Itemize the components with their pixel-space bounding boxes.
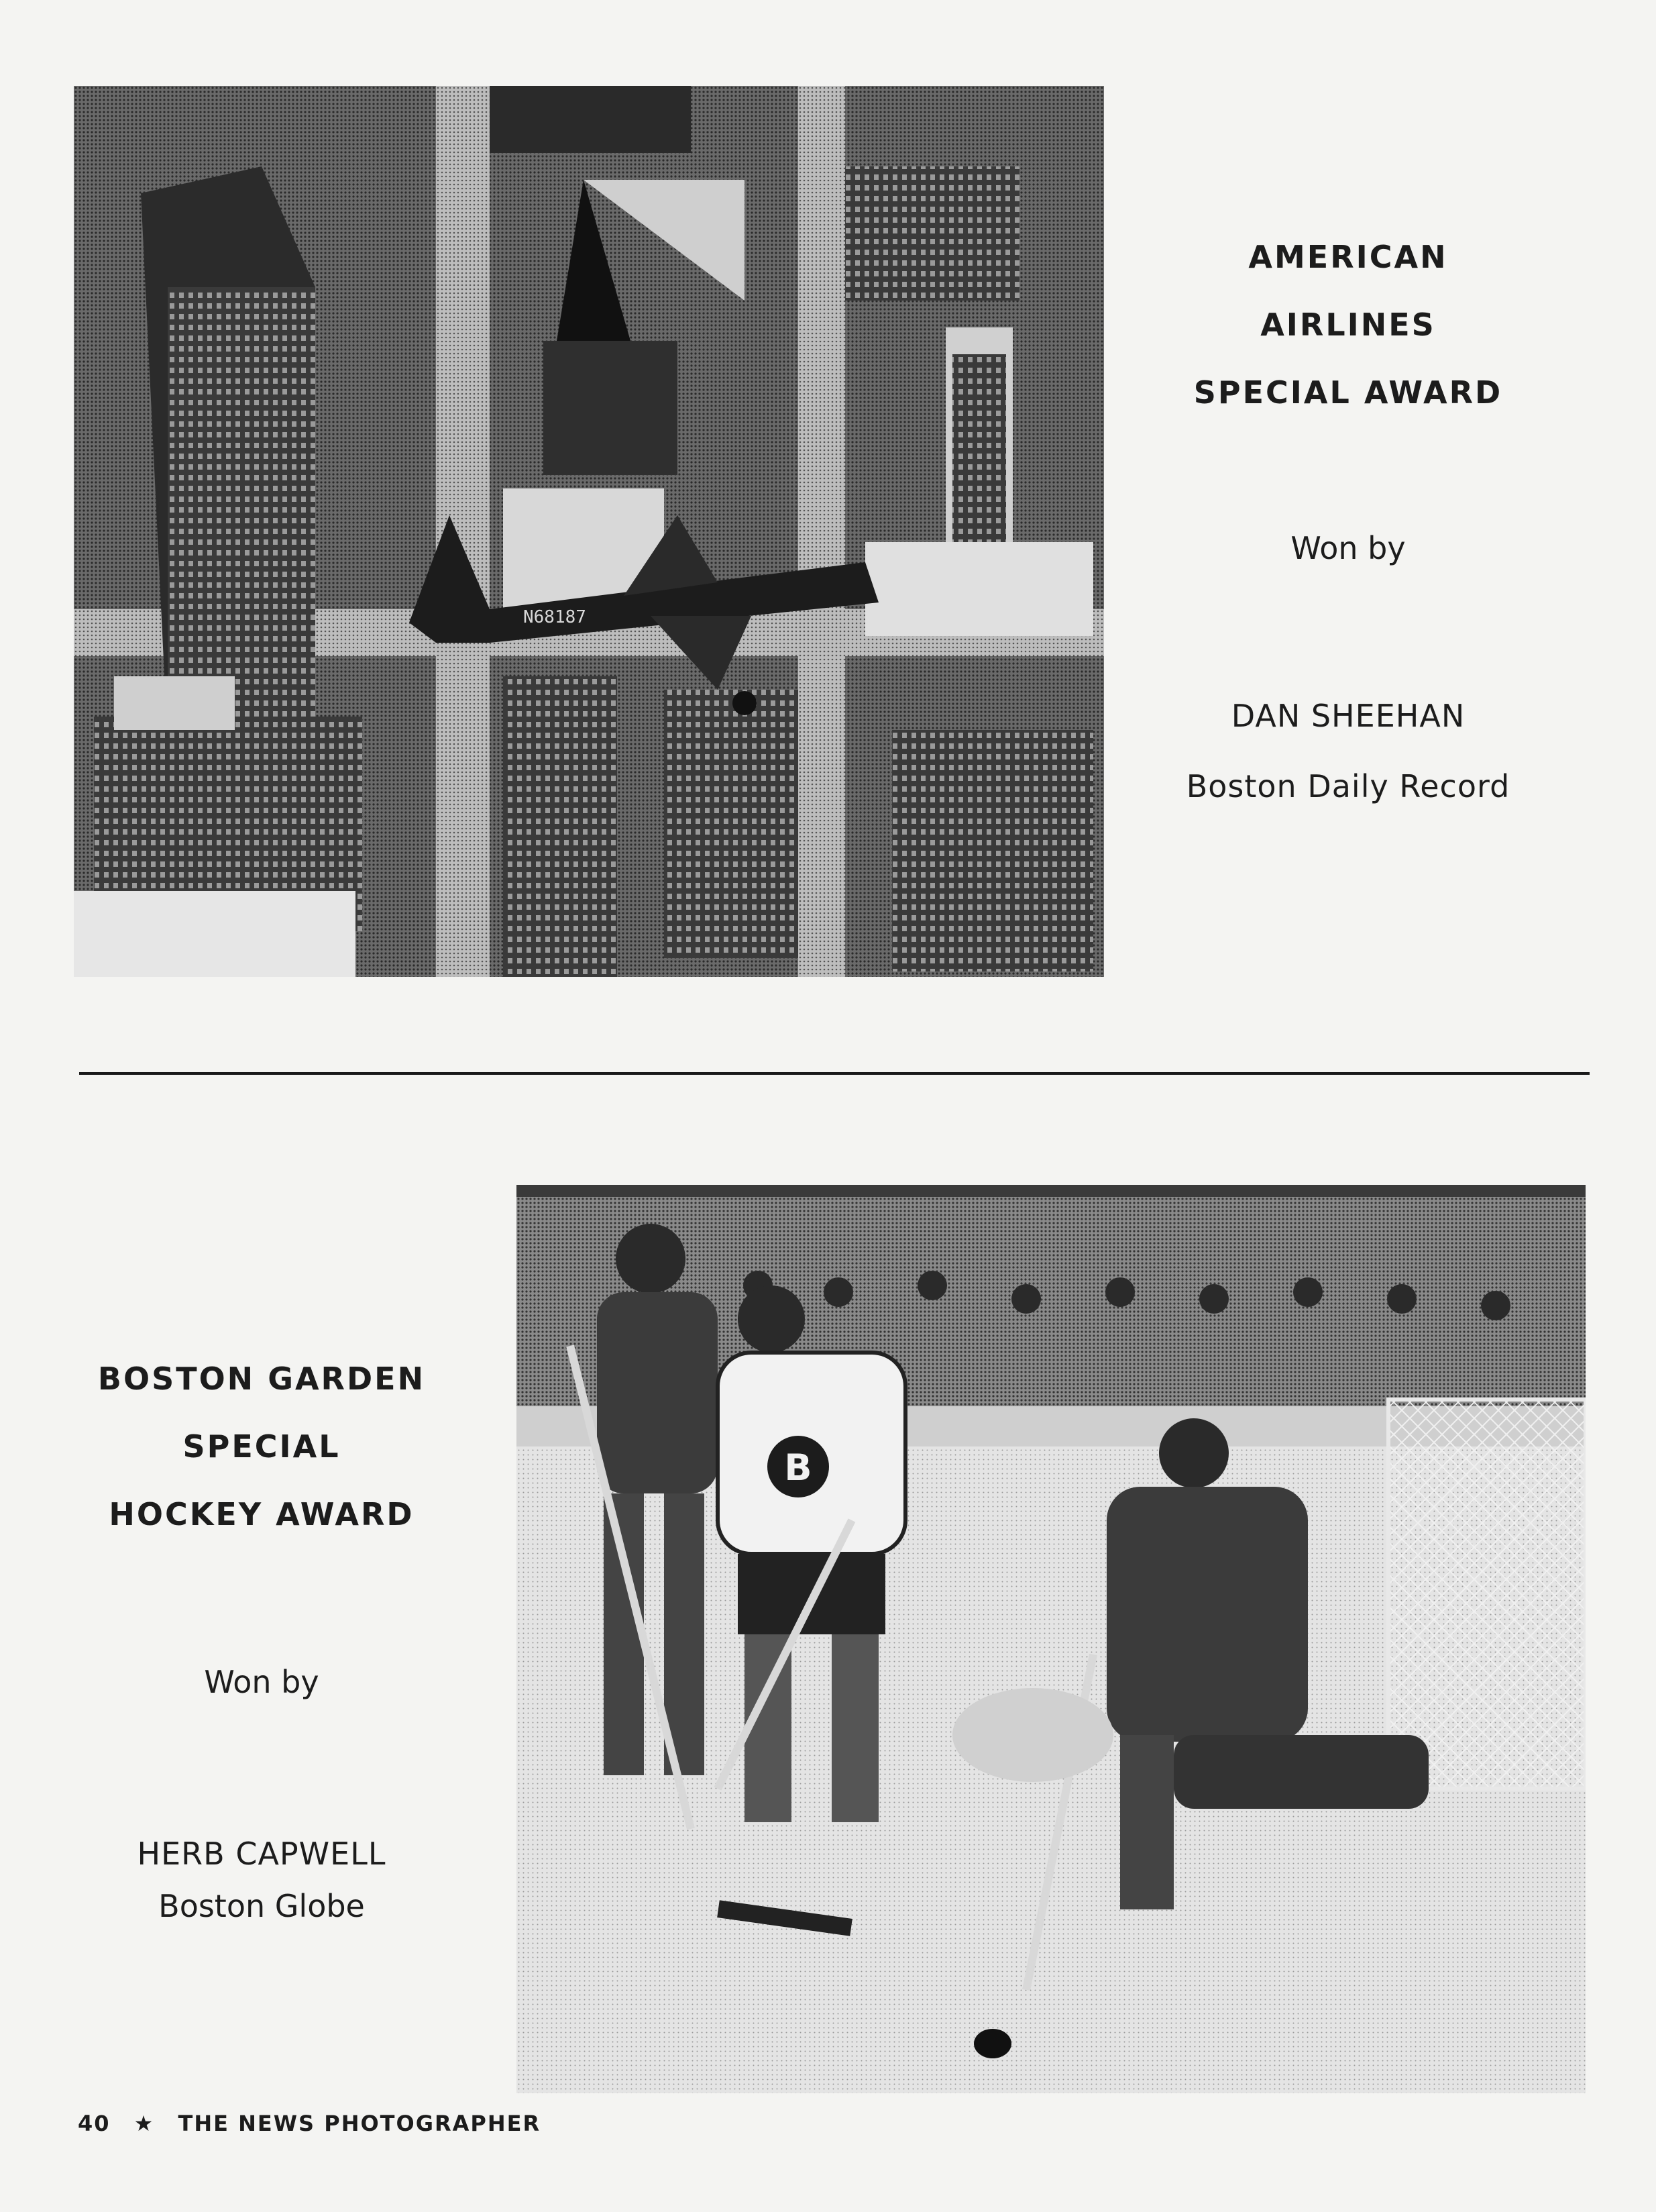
aerial-city-photo	[74, 86, 1104, 977]
publication-name: THE NEWS PHOTOGRAPHER	[178, 2111, 541, 2136]
winner-name: HERB CAPWELL	[137, 1836, 386, 1872]
aerial-city-illustration	[74, 86, 1104, 977]
winner-newspaper: Boston Daily Record	[1186, 768, 1510, 804]
puck-icon	[974, 2029, 1011, 2058]
airplane-registration: N68187	[523, 607, 586, 627]
hockey-game-illustration	[516, 1185, 1586, 2093]
star-icon: ★	[133, 2111, 155, 2136]
hockey-game-photo	[516, 1185, 1586, 2093]
page-footer	[78, 2111, 555, 2136]
award-heading-line: BOSTON GARDEN	[97, 1361, 426, 1397]
award-heading-line: HOCKEY AWARD	[109, 1496, 415, 1532]
top-award-caption	[1140, 223, 1556, 827]
winner-newspaper: Boston Globe	[158, 1888, 365, 1924]
winner-name: DAN SHEEHAN	[1231, 698, 1466, 734]
award-heading-line: AMERICAN	[1248, 239, 1448, 275]
award-heading-line: AIRLINES	[1260, 307, 1436, 343]
award-heading-line: SPECIAL AWARD	[1193, 374, 1503, 411]
jersey-logo: B	[784, 1446, 812, 1489]
page-number: 40	[78, 2111, 111, 2136]
won-by-label: Won by	[1290, 530, 1406, 566]
section-divider	[79, 1072, 1590, 1075]
bottom-award-caption	[74, 1345, 449, 1949]
award-heading-line: SPECIAL	[182, 1428, 341, 1465]
won-by-label: Won by	[204, 1664, 319, 1700]
